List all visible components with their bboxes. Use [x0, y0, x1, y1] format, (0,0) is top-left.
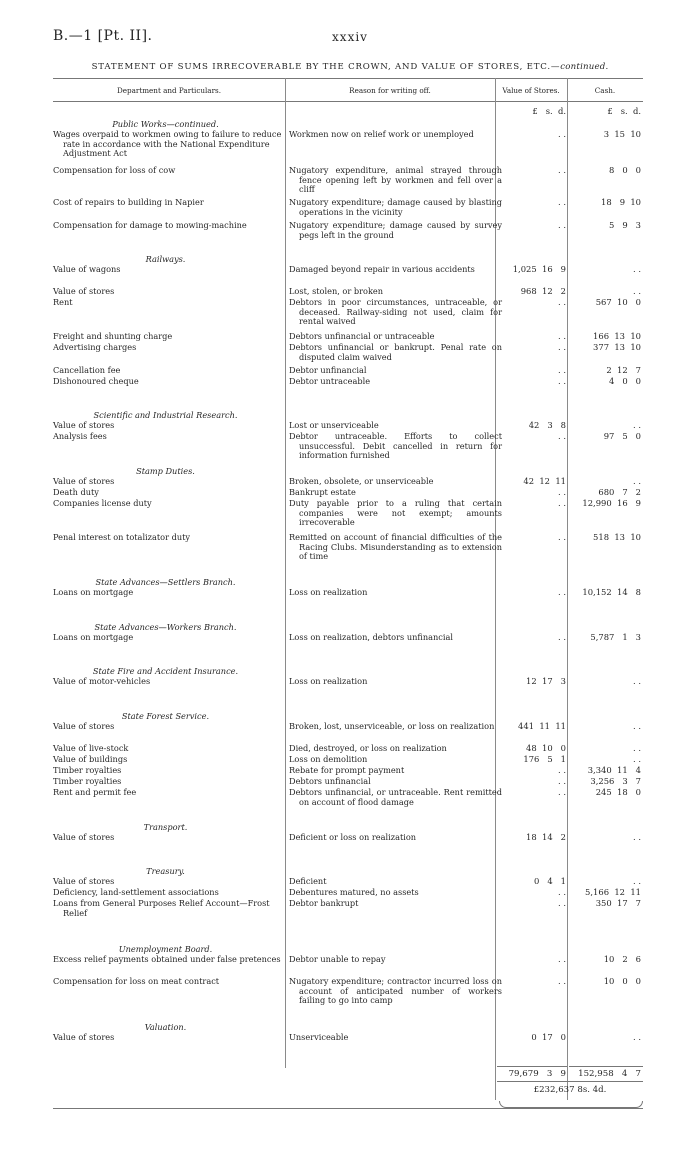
- row-cash-value: 245 18 0: [595, 787, 641, 797]
- row-particulars: [53, 677, 288, 687]
- row-stores-value: 48 10 0: [526, 743, 566, 753]
- row-particulars: [53, 877, 288, 887]
- row-reason: Nugatory expenditure; contractor incurred loss on account of anticipated number of workers failing to go into camp: [289, 976, 502, 1005]
- grand-total: £232,637 8s. 4d.: [533, 1085, 607, 1095]
- particulars-text: Value of stores: [53, 476, 115, 486]
- row-cash-value: 5,166 12 11: [585, 887, 641, 897]
- row-particulars: [53, 1033, 288, 1043]
- row-reason: Loss on realization: [289, 587, 368, 597]
- particulars-text: Value of stores: [53, 876, 115, 886]
- row-cash-value: 4 0 0: [609, 376, 641, 386]
- particulars-text: Value of stores: [53, 1032, 115, 1042]
- row-stores-value: . .: [558, 887, 566, 897]
- row-cash-value: . .: [633, 721, 641, 731]
- row-cash-value: 8 0 0: [609, 165, 641, 175]
- row-reason: Loss on realization: [289, 676, 368, 686]
- particulars-text: Cancellation fee: [53, 365, 121, 375]
- particulars-text: Value of stores: [53, 832, 115, 842]
- row-reason: Workmen now on relief work or unemployed: [289, 129, 474, 139]
- row-particulars: [53, 788, 288, 798]
- row-reason: Debentures matured, no assets: [289, 887, 419, 897]
- row-particulars: [53, 332, 288, 342]
- row-particulars: [53, 744, 288, 754]
- row-particulars: [53, 499, 288, 509]
- row-reason: Bankrupt estate: [289, 487, 356, 497]
- row-reason: Rebate for prompt payment: [289, 765, 405, 775]
- document-reference: B.—1 [Pt. II].: [53, 28, 153, 44]
- row-particulars: [53, 377, 288, 387]
- row-stores-value: . .: [558, 976, 566, 986]
- section-heading: Transport.: [143, 822, 188, 832]
- column-header-particulars: Department and Particulars.: [117, 86, 221, 95]
- row-cash-value: 97 5 0: [603, 431, 641, 441]
- row-particulars: [53, 888, 288, 898]
- row-particulars: [53, 421, 288, 431]
- section-heading: Scientific and Industrial Research.: [93, 410, 238, 420]
- particulars-text: Timber royalties: [53, 765, 122, 775]
- row-reason: Debtor unable to repay: [289, 954, 386, 964]
- row-particulars: [53, 366, 288, 376]
- column-header-cash: Cash.: [594, 86, 616, 95]
- row-reason: Debtor bankrupt: [289, 898, 359, 908]
- row-reason: Loss on realization, debtors unfinancial: [289, 632, 453, 642]
- row-particulars: [53, 298, 288, 308]
- section-heading: Public Works—continued.: [112, 119, 219, 129]
- row-stores-value: . .: [558, 954, 566, 964]
- row-stores-value: . .: [558, 197, 566, 207]
- section-heading: State Forest Service.: [121, 711, 210, 721]
- particulars-text: Loans on mortgage: [53, 587, 134, 597]
- row-reason: Deficient or loss on realization: [289, 832, 417, 842]
- row-stores-value: 968 12 2: [520, 286, 566, 296]
- row-reason: Remitted on account of financial difficulties of the Racing Clubs. Misunderstanding as to extension of time: [289, 532, 502, 561]
- row-stores-value: . .: [558, 765, 566, 775]
- table-top-rule: [53, 78, 643, 79]
- row-stores-value: 176 5 1: [523, 754, 566, 764]
- particulars-text: Value of motor-vehicles: [53, 676, 151, 686]
- row-particulars: [53, 777, 288, 787]
- row-stores-value: . .: [558, 220, 566, 230]
- row-particulars: [53, 755, 288, 765]
- cash-total: 152,958 4 7: [578, 1069, 641, 1079]
- row-reason: Debtor unfinancial: [289, 365, 367, 375]
- row-reason: Nugatory expenditure; damage caused by survey pegs left in the ground: [289, 220, 502, 240]
- section-heading: Treasury.: [146, 866, 185, 876]
- section-heading: Stamp Duties.: [136, 466, 195, 476]
- particulars-text: Loans from General Purposes Relief Account—Frost Relief: [53, 898, 270, 918]
- row-reason: Duty payable prior to a ruling that certain companies were not exempt; amounts irrecoverable: [289, 498, 502, 527]
- row-reason: Nugatory expenditure, animal strayed through fence opening left by workmen and fell over a cliff: [289, 165, 502, 194]
- row-cash-value: . .: [633, 420, 641, 430]
- section-heading: State Fire and Accident Insurance.: [92, 666, 239, 676]
- column-header-stores: Value of Stores.: [502, 86, 560, 95]
- row-reason: Unserviceable: [289, 1032, 349, 1042]
- row-stores-value: . .: [558, 129, 566, 139]
- row-stores-value: . .: [558, 787, 566, 797]
- row-particulars: [53, 633, 288, 643]
- particulars-text: Value of wagons: [53, 264, 121, 274]
- particulars-text: Freight and shunting charge: [53, 331, 173, 341]
- row-particulars: [53, 533, 288, 543]
- particulars-text: Deficiency, land-settlement associations: [53, 887, 219, 897]
- row-cash-value: . .: [633, 754, 641, 764]
- particulars-text: Wages overpaid to workmen owing to failure to reduce rate in accordance with the National Expenditure Adjustment Act: [53, 129, 282, 158]
- row-cash-value: 5 9 3: [609, 220, 641, 230]
- row-cash-value: 350 17 7: [595, 898, 641, 908]
- row-cash-value: 518 13 10: [593, 532, 641, 542]
- row-cash-value: . .: [633, 876, 641, 886]
- row-particulars: [53, 955, 288, 965]
- row-reason: Debtors in poor circumstances, untraceable, or deceased. Railway-siding not used, claim for rental waived: [289, 297, 502, 326]
- page-number: xxxiv: [332, 30, 368, 44]
- particulars-text: Dishonoured cheque: [53, 376, 139, 386]
- particulars-text: Excess relief payments obtained under false pretences: [53, 954, 281, 964]
- column-divider: [567, 78, 568, 1100]
- row-particulars: [53, 722, 288, 732]
- row-reason: Debtors unfinancial or untraceable: [289, 331, 435, 341]
- particulars-text: Value of stores: [53, 286, 115, 296]
- title-continued: continued.: [560, 62, 609, 72]
- row-stores-value: . .: [558, 587, 566, 597]
- header-bottom-rule: [53, 101, 643, 102]
- stores-unit-header: £ s. d.: [532, 106, 566, 116]
- row-particulars: [53, 477, 288, 487]
- row-reason: Lost, stolen, or broken: [289, 286, 384, 296]
- row-cash-value: 680 7 2: [598, 487, 641, 497]
- cash-unit-header: £ s. d.: [607, 106, 641, 116]
- row-cash-value: 18 9 10: [601, 197, 641, 207]
- row-stores-value: . .: [558, 342, 566, 352]
- row-particulars: [53, 488, 288, 498]
- row-reason: Debtors unfinancial, or untraceable. Rent remitted on account of flood damage: [289, 787, 502, 807]
- row-reason: Nugatory expenditure; damage caused by blasting operations in the vicinity: [289, 197, 502, 217]
- section-heading: Valuation.: [144, 1022, 187, 1032]
- row-reason: Debtors unfinancial: [289, 776, 371, 786]
- particulars-text: Compensation for damage to mowing-machine: [53, 220, 247, 230]
- row-particulars: [53, 899, 288, 918]
- row-stores-value: . .: [558, 532, 566, 542]
- row-reason: Lost or unserviceable: [289, 420, 379, 430]
- row-cash-value: 10,152 14 8: [582, 587, 641, 597]
- title-text: STATEMENT OF SUMS IRRECOVERABLE BY THE CROWN, AND VALUE OF STORES, ETC.—: [91, 62, 561, 72]
- section-heading: Railways.: [145, 254, 186, 264]
- row-cash-value: . .: [633, 743, 641, 753]
- particulars-text: Analysis fees: [53, 431, 107, 441]
- row-particulars: [53, 833, 288, 843]
- cash-total-rule: [569, 1066, 643, 1067]
- row-particulars: [53, 977, 288, 987]
- particulars-text: Compensation for loss on meat contract: [53, 976, 220, 986]
- stores-total: 79,679 3 9: [508, 1069, 566, 1079]
- row-particulars: [53, 265, 288, 275]
- row-reason: Broken, obsolete, or unserviceable: [289, 476, 434, 486]
- row-particulars: [53, 198, 288, 208]
- row-cash-value: 2 12 7: [606, 365, 641, 375]
- row-stores-value: . .: [558, 498, 566, 508]
- row-cash-value: 567 10 0: [595, 297, 641, 307]
- row-particulars: [53, 287, 288, 297]
- row-stores-value: . .: [558, 165, 566, 175]
- row-cash-value: . .: [633, 264, 641, 274]
- row-particulars: [53, 221, 288, 231]
- row-stores-value: 0 4 1: [534, 876, 566, 886]
- row-cash-value: 10 2 6: [603, 954, 641, 964]
- row-cash-value: 3,256 3 7: [590, 776, 641, 786]
- table-bottom-rule: [53, 1108, 643, 1109]
- particulars-text: Value of stores: [53, 420, 115, 430]
- row-cash-value: . .: [633, 832, 641, 842]
- row-stores-value: . .: [558, 365, 566, 375]
- row-stores-value: 0 17 0: [531, 1032, 566, 1042]
- particulars-text: Advertising charges: [53, 342, 137, 352]
- row-stores-value: . .: [558, 487, 566, 497]
- section-heading: Unemployment Board.: [118, 944, 213, 954]
- row-reason: Broken, lost, unserviceable, or loss on realization: [289, 721, 495, 731]
- particulars-text: Cost of repairs to building in Napier: [53, 197, 204, 207]
- particulars-text: Loans on mortgage: [53, 632, 134, 642]
- row-particulars: [53, 343, 288, 353]
- row-stores-value: 42 3 8: [528, 420, 566, 430]
- row-particulars: [53, 166, 288, 176]
- section-heading: State Advances—Settlers Branch.: [95, 577, 236, 587]
- row-cash-value: 12,990 16 9: [582, 498, 641, 508]
- stores-total-rule: [497, 1066, 567, 1067]
- particulars-text: Penal interest on totalizator duty: [53, 532, 191, 542]
- row-stores-value: 12 17 3: [526, 676, 566, 686]
- row-cash-value: . .: [633, 1032, 641, 1042]
- row-reason: Deficient: [289, 876, 327, 886]
- row-particulars: [53, 130, 288, 159]
- row-reason: Debtor untraceable. Efforts to collect unsuccessful. Debit cancelled in return for information furnished: [289, 431, 502, 460]
- row-cash-value: 10 0 0: [603, 976, 641, 986]
- row-particulars: [53, 766, 288, 776]
- row-stores-value: 18 14 2: [526, 832, 566, 842]
- particulars-text: Value of live-stock: [53, 743, 129, 753]
- row-reason: Damaged beyond repair in various accidents: [289, 264, 475, 274]
- row-stores-value: . .: [558, 376, 566, 386]
- particulars-text: Rent and permit fee: [53, 787, 137, 797]
- section-heading: State Advances—Workers Branch.: [94, 622, 237, 632]
- particulars-text: Death duty: [53, 487, 99, 497]
- row-stores-value: . .: [558, 898, 566, 908]
- particulars-text: Compensation for loss of cow: [53, 165, 176, 175]
- particulars-text: Companies license duty: [53, 498, 152, 508]
- row-stores-value: . .: [558, 431, 566, 441]
- row-cash-value: . .: [633, 676, 641, 686]
- row-reason: Died, destroyed, or loss on realization: [289, 743, 447, 753]
- row-cash-value: 166 13 10: [593, 331, 641, 341]
- row-cash-value: . .: [633, 476, 641, 486]
- row-particulars: [53, 588, 288, 598]
- row-stores-value: 441 11 11: [518, 721, 566, 731]
- grand-total-brace: [499, 1101, 643, 1108]
- row-stores-value: . .: [558, 297, 566, 307]
- row-cash-value: 377 13 10: [593, 342, 641, 352]
- row-reason: Debtors unfinancial or bankrupt. Penal rate on disputed claim waived: [289, 342, 502, 362]
- row-stores-value: . .: [558, 331, 566, 341]
- row-cash-value: 3,340 11 4: [587, 765, 641, 775]
- particulars-text: Value of stores: [53, 721, 115, 731]
- row-stores-value: 42 12 11: [523, 476, 566, 486]
- row-stores-value: . .: [558, 776, 566, 786]
- row-stores-value: 1,025 16 9: [512, 264, 566, 274]
- totals-bottom-rule: [497, 1081, 643, 1082]
- row-reason: Debtor untraceable: [289, 376, 371, 386]
- particulars-text: Rent: [53, 297, 73, 307]
- row-cash-value: 5,787 1 3: [590, 632, 641, 642]
- row-cash-value: . .: [633, 286, 641, 296]
- row-cash-value: 3 15 10: [603, 129, 641, 139]
- statement-title: [40, 62, 660, 72]
- particulars-text: Timber royalties: [53, 776, 122, 786]
- row-reason: Loss on demolition: [289, 754, 368, 764]
- column-header-reason: Reason for writing off.: [349, 86, 431, 95]
- particulars-text: Value of buildings: [53, 754, 128, 764]
- row-stores-value: . .: [558, 632, 566, 642]
- row-particulars: [53, 432, 288, 442]
